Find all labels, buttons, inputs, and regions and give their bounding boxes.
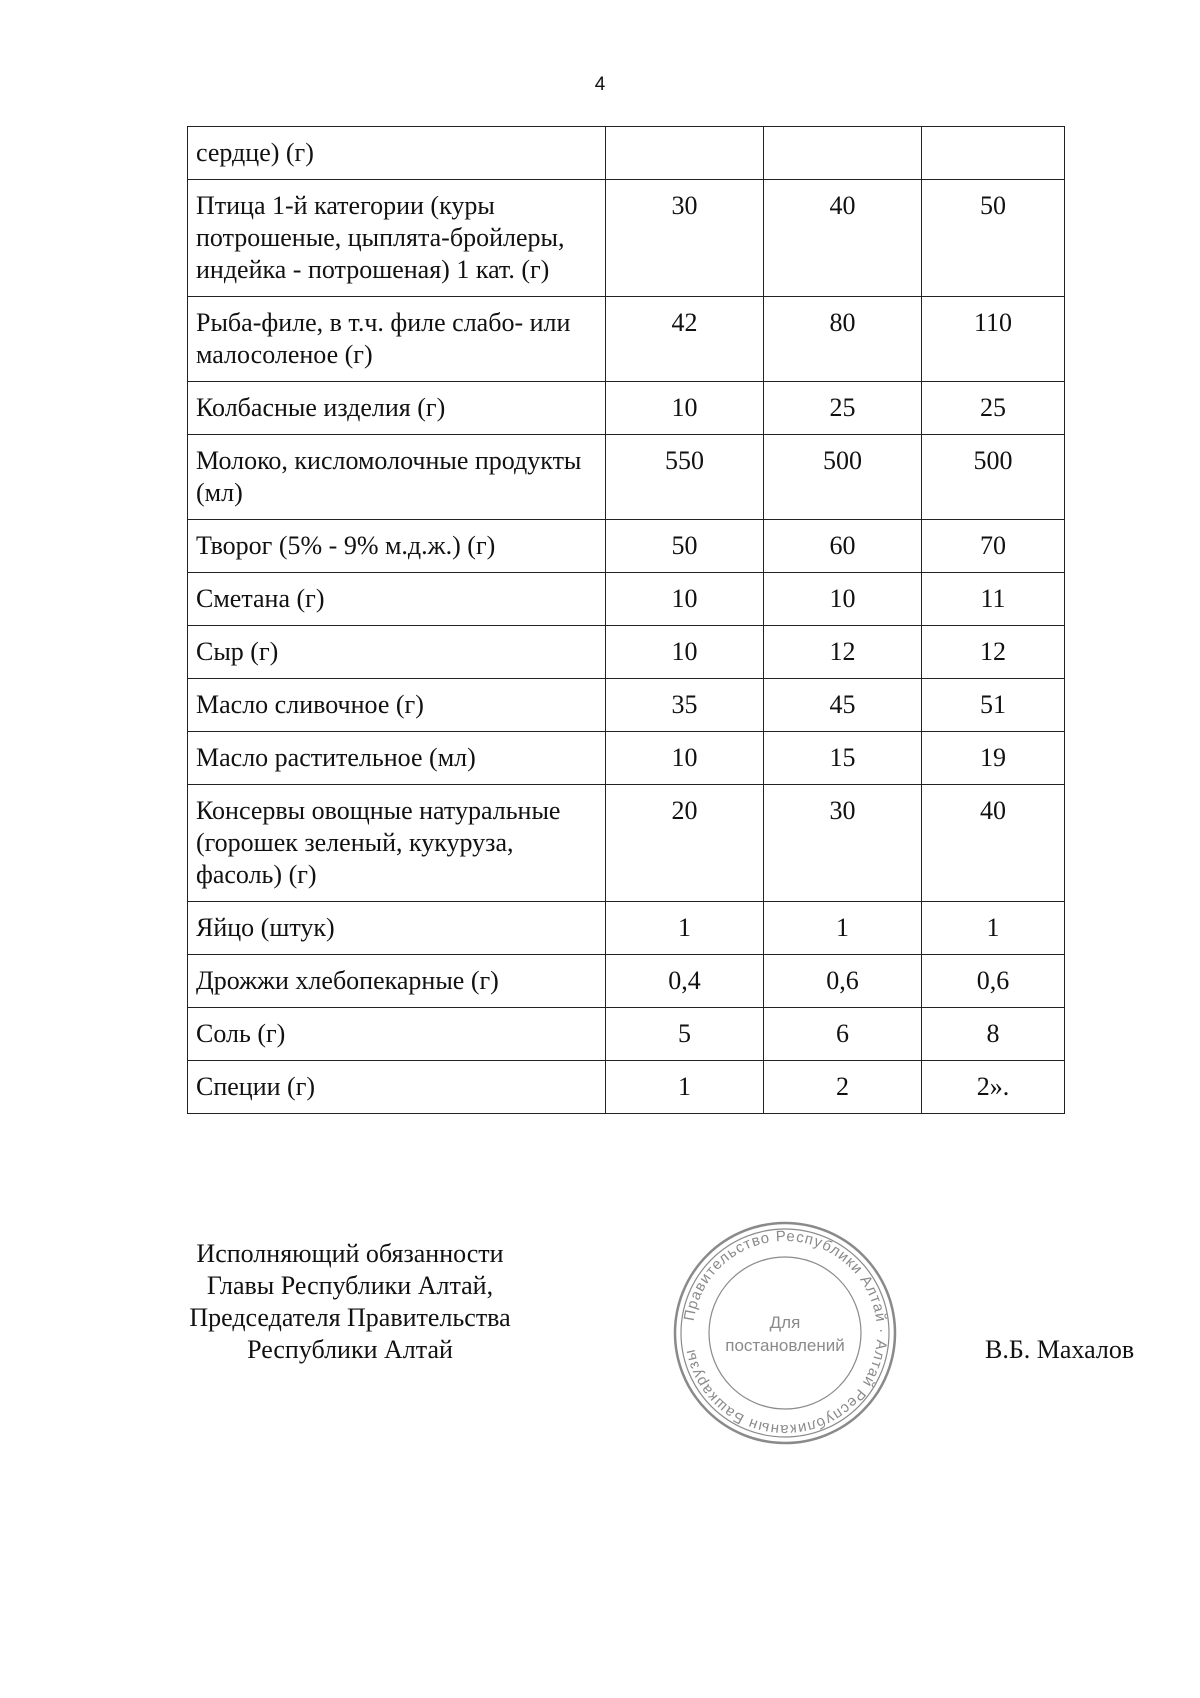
value-cell-2: [764, 127, 922, 180]
value-cell-3: 50: [922, 180, 1065, 297]
value-cell-3: 19: [922, 732, 1065, 785]
value-cell-2: 500: [764, 435, 922, 520]
product-name-cell: Сыр (г): [188, 626, 606, 679]
signature-title-line: Главы Республики Алтай,: [206, 1271, 494, 1300]
table-row: [188, 297, 1065, 382]
table-row: [188, 1061, 1065, 1114]
value-cell-1: [606, 127, 764, 180]
value-cell-3: 40: [922, 785, 1065, 902]
signature-title-line: Республики Алтай: [247, 1335, 453, 1364]
value-cell-3: 11: [922, 573, 1065, 626]
product-name-cell: Колбасные изделия (г): [188, 382, 606, 435]
product-name-cell: Яйцо (штук): [188, 902, 606, 955]
product-name-cell: Сметана (г): [188, 573, 606, 626]
product-name-cell: Молоко, кисломолочные продукты (мл): [188, 435, 606, 520]
value-cell-2: 40: [764, 180, 922, 297]
product-name-cell: Дрожжи хлебопекарные (г): [188, 955, 606, 1008]
table-row: [188, 785, 1065, 902]
norms-table: [187, 126, 1065, 1114]
value-cell-1: 0,4: [606, 955, 764, 1008]
norms-table-body: [188, 127, 1065, 1114]
value-cell-1: 5: [606, 1008, 764, 1061]
value-cell-2: 45: [764, 679, 922, 732]
table-row: [188, 573, 1065, 626]
table-row: [188, 1008, 1065, 1061]
value-cell-2: 1: [764, 902, 922, 955]
product-name-cell: сердце) (г): [188, 127, 606, 180]
seal-center-line-1: Для: [769, 1313, 801, 1332]
signature-title-line: Председателя Правительства: [189, 1303, 511, 1332]
value-cell-1: 30: [606, 180, 764, 297]
value-cell-3: 8: [922, 1008, 1065, 1061]
seal-ring-text: Правительство Республики Алтай · Алтай Республиканын Башкарузы: [680, 1227, 891, 1439]
table-row: [188, 382, 1065, 435]
signature-title-line: Исполняющий обязанности: [196, 1239, 504, 1268]
value-cell-1: 1: [606, 902, 764, 955]
product-name-cell: Масло растительное (мл): [188, 732, 606, 785]
value-cell-3: 2».: [922, 1061, 1065, 1114]
table-row: [188, 626, 1065, 679]
table-row: [188, 435, 1065, 520]
value-cell-1: 550: [606, 435, 764, 520]
value-cell-1: 10: [606, 573, 764, 626]
value-cell-3: 1: [922, 902, 1065, 955]
seal-center-line-2: постановлений: [725, 1336, 845, 1355]
official-seal-stamp: [665, 1218, 905, 1448]
product-name-cell: Консервы овощные натуральные (горошек зеленый, кукуруза, фасоль) (г): [188, 785, 606, 902]
product-name-cell: Птица 1-й категории (куры потрошеные, цыплята-бройлеры, индейка - потрошеная) 1 кат. (г): [188, 180, 606, 297]
value-cell-3: 0,6: [922, 955, 1065, 1008]
table-row: [188, 520, 1065, 573]
value-cell-1: 50: [606, 520, 764, 573]
value-cell-3: [922, 127, 1065, 180]
value-cell-2: 30: [764, 785, 922, 902]
value-cell-1: 1: [606, 1061, 764, 1114]
value-cell-2: 6: [764, 1008, 922, 1061]
value-cell-2: 12: [764, 626, 922, 679]
signer-name: В.Б. Махалов: [985, 1335, 1135, 1364]
value-cell-3: 12: [922, 626, 1065, 679]
value-cell-3: 110: [922, 297, 1065, 382]
value-cell-1: 35: [606, 679, 764, 732]
value-cell-1: 20: [606, 785, 764, 902]
value-cell-2: 60: [764, 520, 922, 573]
value-cell-1: 10: [606, 382, 764, 435]
value-cell-2: 80: [764, 297, 922, 382]
value-cell-3: 500: [922, 435, 1065, 520]
value-cell-3: 25: [922, 382, 1065, 435]
product-name-cell: Соль (г): [188, 1008, 606, 1061]
table-row: [188, 902, 1065, 955]
signature-title-block: [160, 1238, 540, 1366]
value-cell-3: 70: [922, 520, 1065, 573]
value-cell-2: 2: [764, 1061, 922, 1114]
product-name-cell: Специи (г): [188, 1061, 606, 1114]
table-row: [188, 679, 1065, 732]
product-name-cell: Масло сливочное (г): [188, 679, 606, 732]
table-row: [188, 732, 1065, 785]
value-cell-1: 10: [606, 626, 764, 679]
value-cell-2: 25: [764, 382, 922, 435]
value-cell-1: 42: [606, 297, 764, 382]
table-row: [188, 180, 1065, 297]
table-row: [188, 955, 1065, 1008]
product-name-cell: Творог (5% - 9% м.д.ж.) (г): [188, 520, 606, 573]
table-row: [188, 127, 1065, 180]
product-name-cell: Рыба-филе, в т.ч. филе слабо- или малосоленое (г): [188, 297, 606, 382]
value-cell-2: 15: [764, 732, 922, 785]
value-cell-1: 10: [606, 732, 764, 785]
value-cell-3: 51: [922, 679, 1065, 732]
value-cell-2: 0,6: [764, 955, 922, 1008]
value-cell-2: 10: [764, 573, 922, 626]
page-number: 4: [594, 74, 606, 95]
